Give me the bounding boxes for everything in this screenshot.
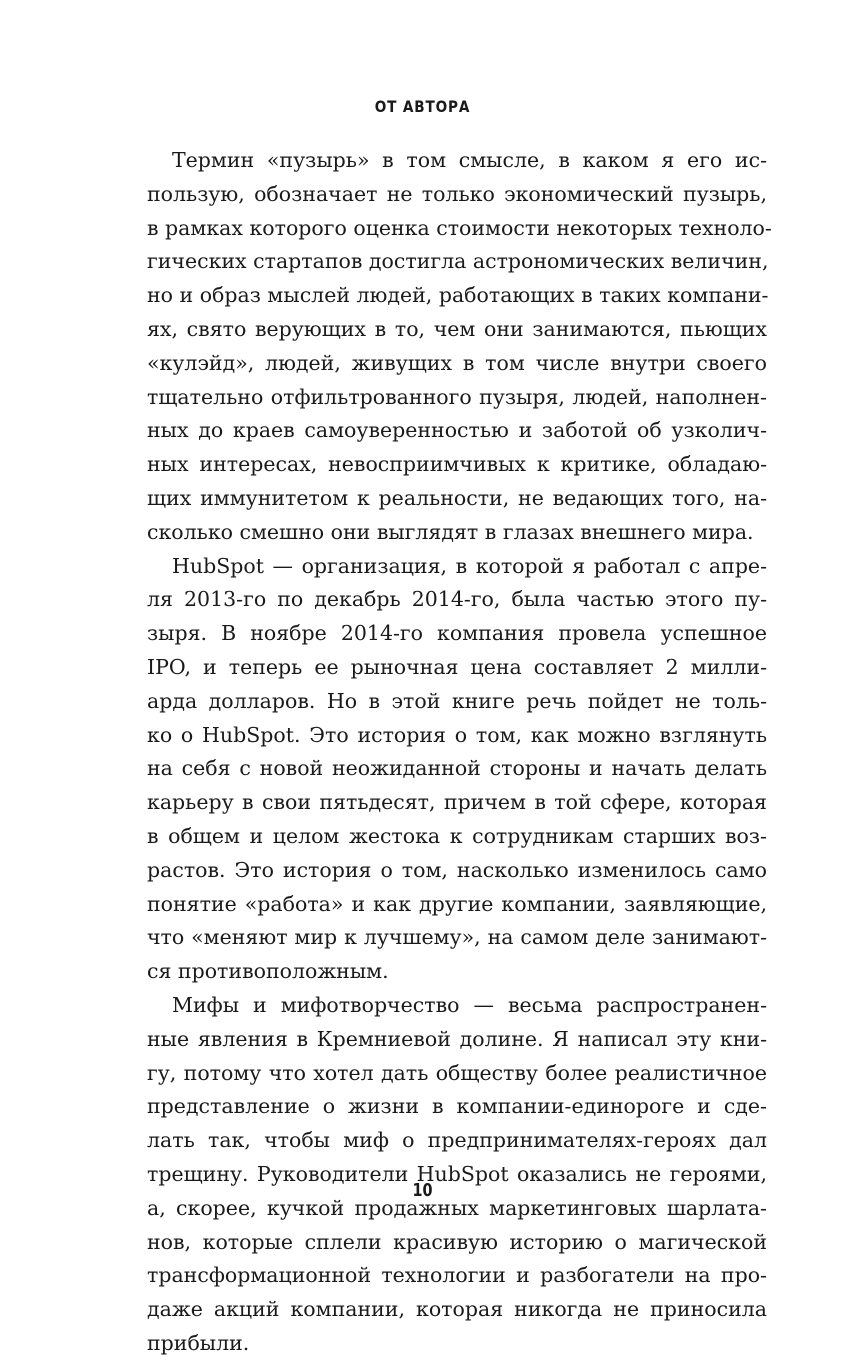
text-line: на себя с новой неожиданной стороны и начать делать	[147, 756, 767, 781]
text-line: ся противоположным.	[147, 959, 389, 984]
text-line: трансформационной технологии и разбогатели на про-	[147, 1263, 767, 1288]
body-text	[147, 144, 772, 1361]
text-line: что «меняют мир к лучшему», на самом деле занимают-	[147, 925, 767, 950]
text-line: арда долларов. Но в этой книге речь пойдет не толь-	[147, 688, 767, 713]
text-line: прибыли.	[147, 1330, 250, 1355]
text-line: лать так, чтобы миф о предпринимателях-героях дал	[147, 1128, 767, 1153]
text-line: понятие «работа» и как другие компании, заявляющие,	[147, 891, 767, 916]
text-line: представление о жизни в компании-единороге и сде-	[147, 1094, 767, 1119]
text-line: тщательно отфильтрованного пузыря, людей, наполнен-	[147, 384, 767, 409]
text-line: «кулэйд», людей, живущих в том числе внутри своего	[147, 350, 767, 375]
text-line: Термин «пузырь» в том смысле, в каком я его ис-	[172, 148, 767, 172]
paragraph	[147, 144, 772, 550]
text-line: в общем и целом жестока к сотрудникам старших воз-	[147, 823, 767, 848]
text-line: трещину. Руководители HubSpot оказались не героями,	[147, 1161, 767, 1186]
text-line: растов. Это история о том, насколько изменилось само	[147, 857, 767, 882]
text-line: HubSpot — организация, в которой я работал с апре-	[172, 553, 767, 578]
text-line: Мифы и мифотворчество — весьма распространен-	[172, 992, 767, 1017]
paragraph	[147, 989, 767, 1361]
text-line: IPO, и теперь ее рыночная цена составляет 2 милли-	[147, 654, 767, 679]
text-line: зыря. В ноябре 2014-го компания провела успешное	[147, 621, 767, 646]
text-line: гу, потому что хотел дать обществу более реалистичное	[147, 1060, 767, 1085]
chapter-heading: ОТ АВТОРА	[374, 97, 471, 116]
text-line: но и образ мыслей людей, работающих в таких компани-	[147, 283, 769, 308]
paragraph	[147, 550, 767, 989]
page-number: 10	[412, 1180, 433, 1201]
text-line: пользую, обозначает не только экономический пузырь,	[147, 181, 767, 206]
text-line: ных интересах, невосприимчивых к критике, обладаю-	[147, 452, 767, 477]
text-line: ные явления в Кремниевой долине. Я написал эту кни-	[147, 1026, 767, 1051]
text-line: ных до краев самоуверенностью и заботой об узколич-	[147, 418, 767, 443]
text-line: гических стартапов достигла астрономических величин,	[147, 249, 769, 274]
text-line: щих иммунитетом к реальности, не ведающих того, на-	[147, 485, 767, 510]
text-line: сколько смешно они выглядят в глазах внешнего мира.	[147, 519, 754, 544]
text-line: карьеру в свои пятьдесят, причем в той сфере, которая	[147, 790, 767, 815]
text-line: а, скорее, кучкой продажных маркетинговых шарлата-	[147, 1195, 767, 1220]
text-line: даже акций компании, которая никогда не приносила	[147, 1297, 767, 1322]
text-line: ля 2013-го по декабрь 2014-го, была частью этого пу-	[147, 587, 767, 612]
text-line: нов, которые сплели красивую историю о магической	[147, 1229, 767, 1254]
text-line: ях, свято верующих в то, чем они занимаются, пьющих	[147, 316, 767, 341]
text-line: ко о HubSpot. Это история о том, как можно взглянуть	[147, 722, 767, 747]
text-line: в рамках которого оценка стоимости некоторых техноло-	[147, 215, 772, 240]
